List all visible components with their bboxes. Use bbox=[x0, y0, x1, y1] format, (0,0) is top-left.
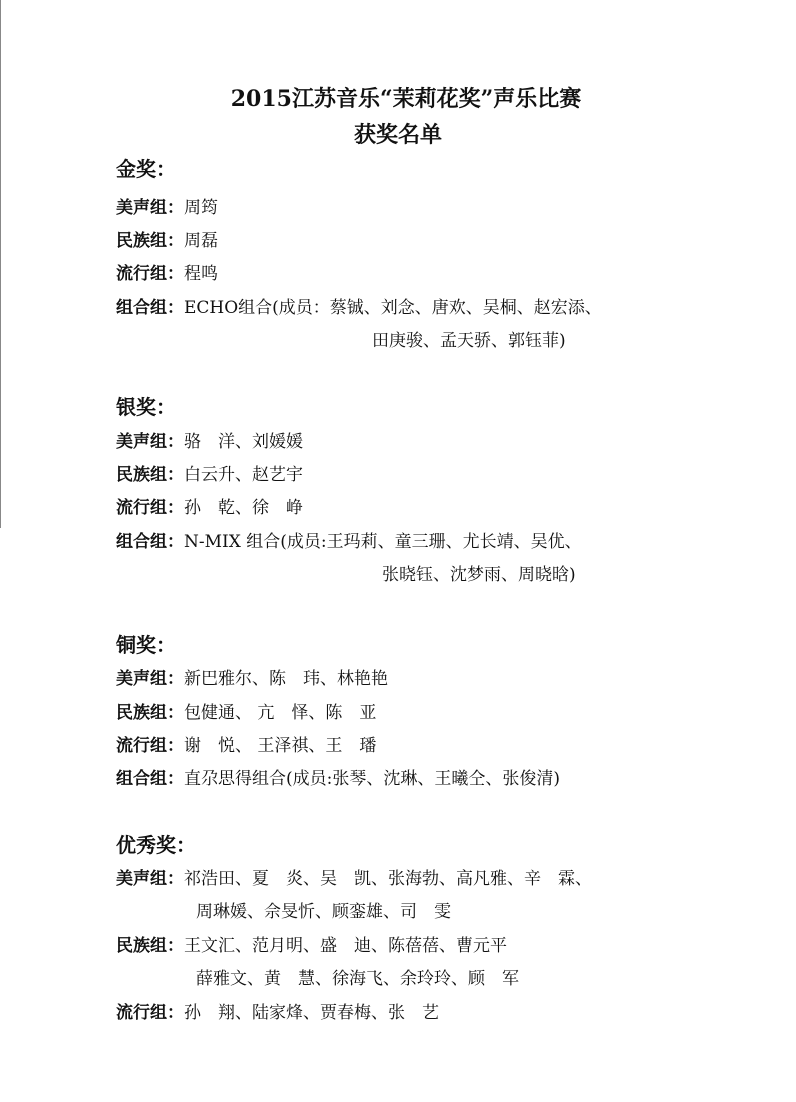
document-title: 2015江苏音乐“茉莉花奖”声乐比赛 bbox=[230, 86, 582, 112]
row-label: 民族组： bbox=[116, 465, 184, 485]
page-edge-line bbox=[0, 0, 1, 528]
row-label: 美声组： bbox=[116, 669, 184, 689]
excellent-ethnic-row bbox=[116, 931, 507, 956]
row-value: N-MIX 组合(成员:王玛莉、童三珊、尤长靖、吴优、 bbox=[184, 532, 582, 552]
row-label: 组合组： bbox=[116, 769, 184, 789]
row-label: 组合组： bbox=[116, 298, 184, 318]
row-label: 美声组： bbox=[116, 432, 184, 452]
silver-group-row bbox=[116, 527, 582, 552]
row-label: 美声组： bbox=[116, 198, 184, 218]
row-label: 流行组： bbox=[116, 498, 184, 518]
gold-group-continuation: 田庚骏、孟天骄、郭钰菲) bbox=[372, 331, 566, 351]
bronze-bel-canto-row bbox=[116, 664, 388, 689]
silver-pop-row bbox=[116, 493, 303, 518]
row-value: 周筠 bbox=[184, 198, 218, 218]
row-value: 孙 翔、陆家烽、贾春梅、张 艺 bbox=[184, 1003, 439, 1023]
row-value: ECHO组合(成员：蔡铖、刘念、唐欢、吴桐、赵宏添、 bbox=[184, 298, 602, 318]
excellent-bel-canto-row bbox=[116, 864, 592, 889]
row-label: 流行组： bbox=[116, 264, 184, 284]
row-label: 民族组： bbox=[116, 231, 184, 251]
row-value: 谢 悦、 王泽祺、王 璠 bbox=[184, 736, 377, 756]
row-label: 美声组： bbox=[116, 869, 184, 889]
silver-group-continuation: 张晓钰、沈梦雨、周晓晗) bbox=[382, 565, 576, 585]
row-value: 王文汇、范月明、盛 迪、陈蓓蓓、曹元平 bbox=[184, 936, 507, 956]
row-value: 包健通、 亢 怿、陈 亚 bbox=[184, 703, 377, 723]
row-value: 白云升、赵艺宇 bbox=[184, 465, 303, 485]
row-value: 新巴雅尔、陈 玮、林艳艳 bbox=[184, 669, 388, 689]
excellent-ethnic-continuation: 薛雅文、黄 慧、徐海飞、余玲玲、顾 军 bbox=[196, 969, 519, 989]
row-label: 流行组： bbox=[116, 1003, 184, 1023]
row-value: 骆 洋、刘媛媛 bbox=[184, 432, 303, 452]
silver-bel-canto-row bbox=[116, 427, 303, 452]
row-value: 周磊 bbox=[184, 231, 218, 251]
row-value: 孙 乾、徐 峥 bbox=[184, 498, 303, 518]
gold-heading: 金奖： bbox=[116, 157, 176, 181]
row-label: 流行组： bbox=[116, 736, 184, 756]
bronze-heading: 铜奖： bbox=[116, 633, 176, 657]
excellent-bel-canto-continuation: 周琳媛、佘旻忻、顾銮雄、司 雯 bbox=[196, 902, 451, 922]
row-label: 民族组： bbox=[116, 703, 184, 723]
gold-group-row bbox=[116, 293, 602, 318]
bronze-ethnic-row bbox=[116, 698, 376, 723]
bronze-group-row bbox=[116, 764, 560, 789]
row-value: 祁浩田、夏 炎、吴 凯、张海勃、高凡雅、辛 霖、 bbox=[184, 869, 592, 889]
gold-ethnic-row bbox=[116, 226, 218, 251]
row-value: 程鸣 bbox=[184, 264, 218, 284]
silver-ethnic-row bbox=[116, 460, 303, 485]
row-value: 直尕思得组合(成员:张琴、沈琳、王曦仝、张俊清) bbox=[184, 769, 560, 789]
gold-bel-canto-row bbox=[116, 193, 218, 218]
gold-pop-row bbox=[116, 259, 218, 284]
row-label: 民族组： bbox=[116, 936, 184, 956]
silver-heading: 银奖： bbox=[116, 395, 176, 419]
excellent-heading: 优秀奖： bbox=[116, 833, 196, 857]
document-subtitle: 获奖名单 bbox=[353, 122, 442, 148]
bronze-pop-row bbox=[116, 731, 376, 756]
row-label: 组合组： bbox=[116, 532, 184, 552]
excellent-pop-row bbox=[116, 998, 439, 1023]
